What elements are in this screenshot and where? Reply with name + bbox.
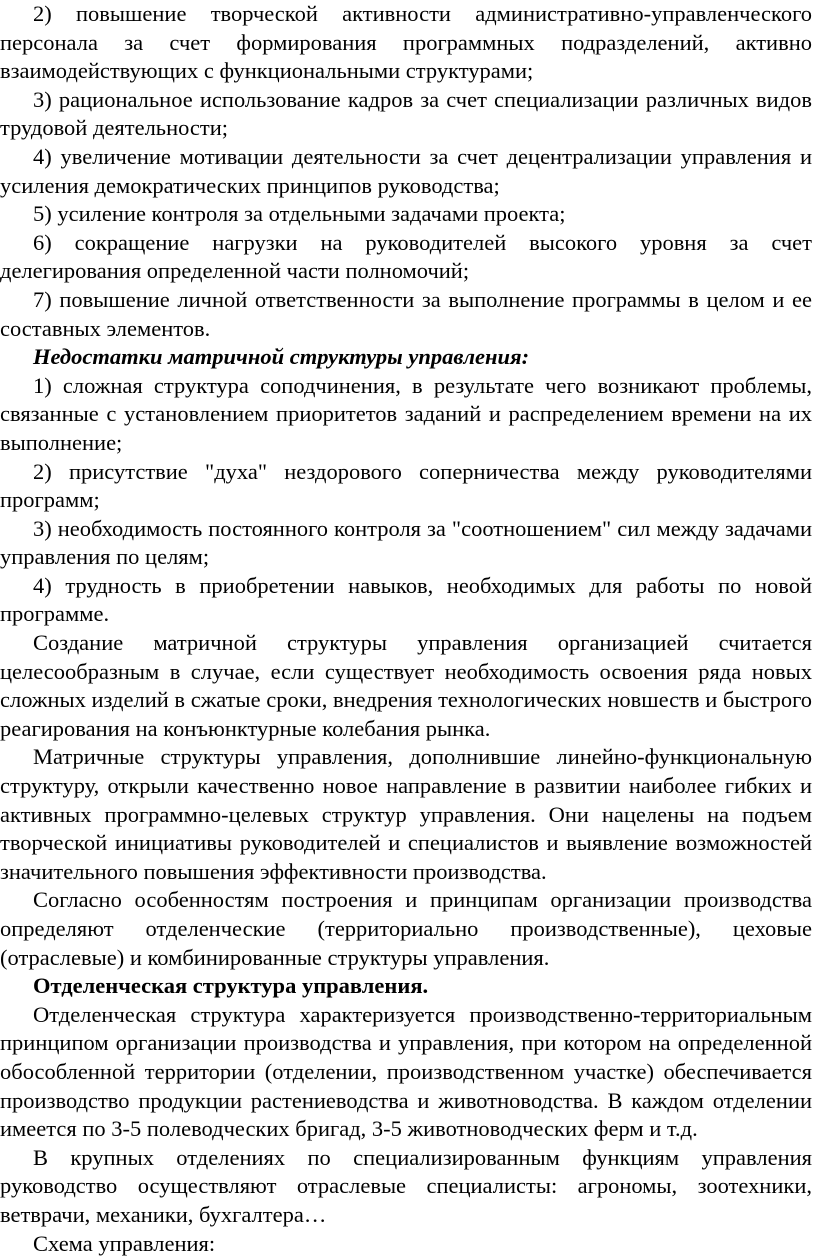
list-item-advantage-2: 2) повышение творческой активности административно-управленческого персонала за счет формирования программных подразделений, активно взаимодействующих с функциональными структурами; — [0, 1, 812, 84]
list-item-disadvantage-3: 3) необходимость постоянного контроля за "соотношением" сил между задачами управления по целям; — [0, 515, 812, 570]
paragraph-structure-types: Согласно особенностям построения и принципам организации производства определяют отделенческие (территориально производственные), цеховые (отраслевые) и комбинированные структуры управления. — [0, 887, 812, 970]
paragraph-large-divisions: В крупных отделениях по специализированным функциям управления руководство осуществляют отраслевые специалисты: агрономы, зоотехники, ветврачи, механики, бухгалтера… — [0, 1144, 812, 1227]
section-heading-divisional: Отделенческая структура управления. — [33, 973, 429, 999]
paragraph-divisional-description: Отделенческая структура характеризуется производственно-территориальным принципом организации производства и управления, при котором на определенной обособленной территории (отделении, производственном участке) обеспечивается производство продукции растениеводства и животноводства. В каждом отделении имеется по 3-5 полеводческих бригад, 3-5 животноводческих ферм и т.д. — [0, 1001, 812, 1142]
list-item-advantage-3: 3) рациональное использование кадров за счет специализации различных видов трудовой деятельности; — [0, 86, 812, 141]
list-item-disadvantage-4: 4) трудность в приобретении навыков, необходимых для работы по новой программе. — [0, 572, 812, 627]
list-item-advantage-6: 6) сокращение нагрузки на руководителей высокого уровня за счет делегирования определенной части полномочий; — [0, 229, 812, 284]
list-item-advantage-4: 4) увеличение мотивации деятельности за счет децентрализации управления и усиления демократических принципов руководства; — [0, 143, 812, 198]
paragraph-matrix-creation: Создание матричной структуры управления организацией считается целесообразным в случае, если существует необходимость освоения ряда новых сложных изделий в сжатые сроки, внедрения технологических новшеств и быстрого реагирования на конъюнктурные колебания рынка. — [0, 630, 812, 741]
list-item-disadvantage-1: 1) сложная структура соподчинения, в результате чего возникают проблемы, связанные с установлением приоритетов заданий и распределением времени на их выполнение; — [0, 372, 812, 455]
list-item-disadvantage-2: 2) присутствие "духа" нездорового соперничества между руководителями программ; — [0, 458, 812, 513]
paragraph-matrix-structures: Матричные структуры управления, дополнившие линейно-функциональную структуру, открыли качественно новое направление в развитии наиболее гибких и активных программно-целевых структур управления. Они нацелены на подъем творческой инициативы руководителей и специалистов и выявление возможностей значительного повышения эффективности производства. — [0, 744, 812, 884]
list-item-advantage-5: 5) усиление контроля за отдельными задачами проекта; — [33, 201, 566, 227]
section-heading-disadvantages: Недостатки матричной структуры управления: — [33, 344, 530, 370]
list-item-advantage-7: 7) повышение личной ответственности за выполнение программы в целом и ее составных элементов. — [0, 286, 812, 341]
paragraph-management-scheme: Схема управления: — [33, 1230, 216, 1256]
